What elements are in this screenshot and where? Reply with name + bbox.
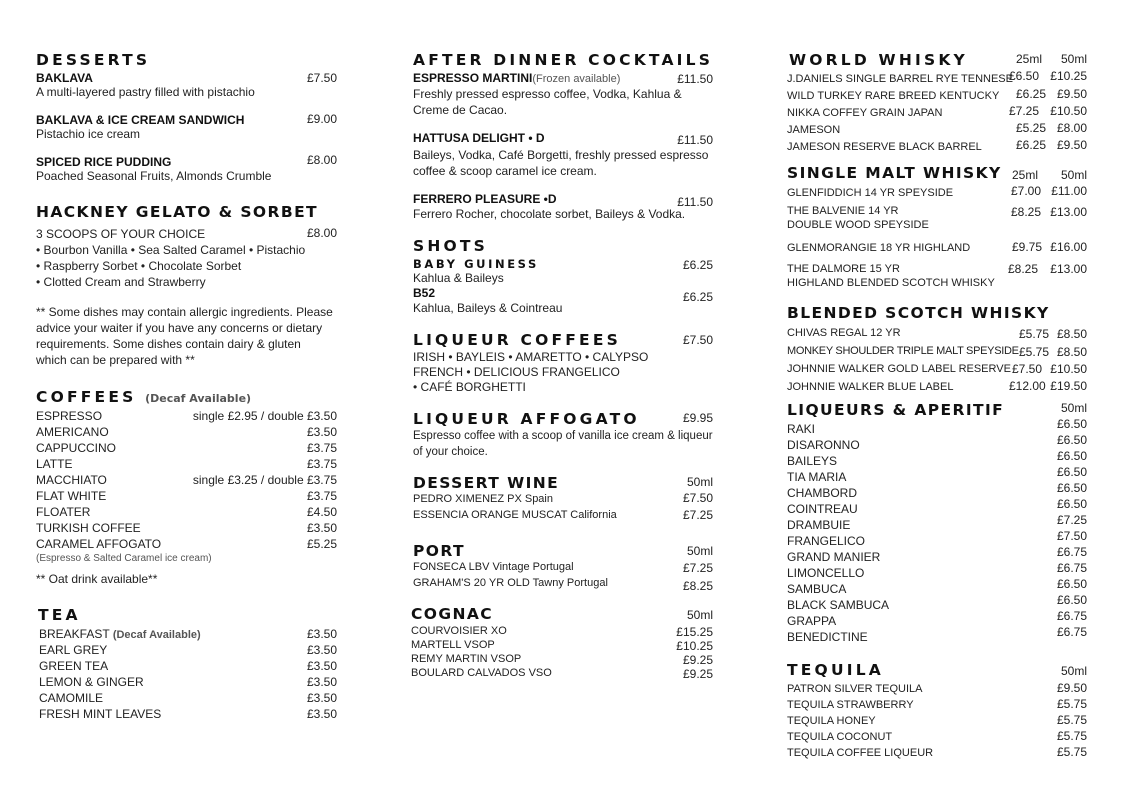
- world-whisky-heading: WORLD WHISKY: [789, 51, 968, 69]
- dessert-desc: Poached Seasonal Fruits, Almonds Crumble: [36, 169, 272, 183]
- blended-price-50: £8.50: [1056, 327, 1087, 341]
- tequila-name: TEQUILA COCONUT: [787, 731, 893, 743]
- single-malt-name-2: DOUBLE WOOD SPEYSIDE: [787, 219, 929, 231]
- cocktail-desc: Baileys, Vodka, Café Borgetti, freshly pressed espresso coffee & scoop caramel ice cream.: [413, 148, 709, 178]
- single-malt-heading: SINGLE MALT WHISKY: [787, 164, 1002, 182]
- shot-desc: Kahlua, Baileys & Cointreau: [413, 301, 563, 315]
- tequila-price: £9.50: [1056, 681, 1087, 695]
- single-malt-price-50: £16.00: [1050, 240, 1087, 254]
- cognac-price: £15.25: [676, 625, 713, 639]
- blended-price-25: £5.75: [1019, 345, 1050, 359]
- port-price: £8.25: [682, 579, 713, 593]
- single-malt-unit: 25ml: [1012, 168, 1039, 182]
- oat-note: ** Oat drink available**: [36, 572, 158, 586]
- dessert-price: £8.00: [306, 153, 337, 167]
- liqueur-name: FRANGELICO: [787, 534, 866, 548]
- tea-name: CAMOMILE: [39, 691, 104, 705]
- liqueur-coffees-line: • CAFÉ BORGHETTI: [413, 380, 526, 394]
- gelato-heading: HACKNEY GELATO & SORBET: [36, 203, 319, 221]
- tequila-price: £5.75: [1056, 729, 1087, 743]
- coffee-price: £3.50: [306, 521, 337, 535]
- single-malt-name: THE DALMORE 15 YR: [787, 263, 900, 275]
- blended-price-50: £8.50: [1056, 345, 1087, 359]
- liqueur-price: £6.50: [1056, 417, 1087, 431]
- liqueur-price: £6.50: [1056, 481, 1087, 495]
- coffee-name: ESPRESSO: [36, 409, 103, 423]
- tequila-price: £5.75: [1056, 745, 1087, 759]
- blended-name: MONKEY SHOULDER TRIPLE MALT SPEYSIDE: [787, 345, 1019, 357]
- gelato-flavour: • Bourbon Vanilla • Sea Salted Caramel • Pistachio: [36, 243, 306, 257]
- coffee-price: £4.50: [306, 505, 337, 519]
- tea-price: £3.50: [306, 707, 337, 721]
- tequila-unit: 50ml: [1060, 664, 1087, 678]
- cognac-price: £9.25: [682, 667, 713, 681]
- cocktail-price: £11.50: [677, 72, 713, 86]
- liqueur-price: £6.50: [1056, 577, 1087, 591]
- world-whisky-name: NIKKA COFFEY GRAIN JAPAN: [787, 107, 943, 119]
- liqueur-name: GRAPPA: [787, 614, 837, 628]
- gelato-price: £8.00: [306, 226, 337, 240]
- single-malt-name: GLENMORANGIE 18 YR HIGHLAND: [787, 242, 971, 254]
- shot-name: BABY GUINESS: [413, 257, 539, 271]
- liqueur-name: BENEDICTINE: [787, 630, 868, 644]
- coffee-price: single £2.95 / double £3.50: [192, 409, 337, 423]
- dessert-wine-price: £7.25: [682, 508, 713, 522]
- tea-heading: TEA: [38, 606, 81, 624]
- dessert-name: BAKLAVA: [36, 71, 93, 85]
- cocktail-price: £11.50: [677, 133, 713, 147]
- coffee-price: £3.50: [306, 425, 337, 439]
- cocktails-heading: AFTER DINNER COCKTAILS: [413, 51, 714, 69]
- blended-price-25: £7.50: [1012, 362, 1043, 376]
- liqueurs-unit: 50ml: [1060, 401, 1087, 415]
- liqueur-price: £6.50: [1056, 433, 1087, 447]
- world-whisky-price-50: £8.00: [1056, 121, 1087, 135]
- tea-price: £3.50: [306, 643, 337, 657]
- dessert-wine-name: PEDRO XIMENEZ PX Spain: [413, 493, 553, 505]
- liqueur-name: BLACK SAMBUCA: [787, 598, 890, 612]
- coffee-name: TURKISH COFFEE: [36, 521, 141, 535]
- coffee-name: CARAMEL AFFOGATO: [36, 537, 162, 551]
- shot-price: £6.25: [682, 290, 713, 304]
- world-whisky-price-50: £9.50: [1056, 138, 1087, 152]
- coffee-price: £3.75: [306, 441, 337, 455]
- tea-name-row: [39, 627, 201, 641]
- liqueur-name: DISARONNO: [787, 438, 860, 452]
- world-whisky-price-50: £10.50: [1050, 104, 1087, 118]
- coffee-price: £3.75: [306, 457, 337, 471]
- tequila-name: TEQUILA HONEY: [787, 715, 876, 727]
- world-whisky-name: JAMESON: [787, 124, 841, 136]
- liqueur-price: £6.50: [1056, 449, 1087, 463]
- affogato-desc: Espresso coffee with a scoop of vanilla ice cream & liqueur of your choice.: [413, 430, 713, 458]
- allergy-note: ** Some dishes may contain allergic ingredients. Please advice your waiter if you have any concerns or dietary requirements. Some dishes contain dairy & gluten which can be prepared with **: [36, 305, 333, 367]
- coffee-name: MACCHIATO: [36, 473, 107, 487]
- world-whisky-price-25: £5.25: [1016, 121, 1047, 135]
- world-whisky-name: J.DANIELS SINGLE BARREL RYE TENNESE: [787, 73, 1013, 85]
- world-whisky-price-25: £7.25: [1009, 104, 1040, 118]
- blended-price-25: £5.75: [1019, 327, 1050, 341]
- single-malt-price-25: £7.00: [1011, 184, 1042, 198]
- tequila-heading: TEQUILA: [787, 661, 884, 679]
- dessert-desc: Pistachio ice cream: [36, 127, 141, 141]
- dessert-wine-price: £7.50: [682, 491, 713, 505]
- coffees-title: COFFEES: [36, 388, 137, 406]
- world-whisky-price-25: £6.50: [1009, 69, 1040, 83]
- dessert-desc: A multi-layered pastry filled with pistachio: [36, 85, 255, 99]
- tea-name: GREEN TEA: [39, 659, 109, 673]
- dessert-name: SPICED RICE PUDDING: [36, 155, 172, 169]
- cognac-price: £10.25: [676, 639, 713, 653]
- tequila-price: £5.75: [1056, 713, 1087, 727]
- blended-heading: BLENDED SCOTCH WHISKY: [787, 304, 1050, 322]
- single-malt-price-50: £13.00: [1050, 205, 1087, 219]
- blended-name: JOHNNIE WALKER GOLD LABEL RESERVE: [787, 363, 1011, 375]
- single-malt-price-25: £8.25: [1011, 205, 1042, 219]
- liqueur-name: BAILEYS: [787, 454, 838, 468]
- dessert-wine-heading: DESSERT WINE: [413, 474, 560, 492]
- port-name: GRAHAM'S 20 YR OLD Tawny Portugal: [413, 577, 608, 589]
- coffee-price: £5.25: [306, 537, 337, 551]
- liqueur-price: £6.75: [1056, 561, 1087, 575]
- dessert-price: £9.00: [306, 112, 337, 126]
- gelato-scoops: 3 SCOOPS OF YOUR CHOICE: [36, 227, 206, 241]
- liqueur-price: £6.50: [1056, 465, 1087, 479]
- tea-price: £3.50: [306, 675, 337, 689]
- liqueur-name: RAKI: [787, 422, 816, 436]
- liqueur-coffees-line: IRISH • BAYLEIS • AMARETTO • CALYPSO: [413, 350, 649, 364]
- single-malt-name: THE BALVENIE 14 YR: [787, 205, 899, 217]
- world-whisky-price-50: £10.25: [1050, 69, 1087, 83]
- desserts-heading: DESSERTS: [36, 51, 151, 69]
- coffees-heading: [36, 388, 251, 406]
- world-whisky-price-50: £9.50: [1056, 87, 1087, 101]
- cocktail-name: FERRERO PLEASURE •D: [413, 192, 557, 206]
- single-malt-price-50: £11.00: [1051, 184, 1087, 198]
- tea-name: EARL GREY: [39, 643, 108, 657]
- cognac-name: MARTELL VSOP: [411, 639, 495, 651]
- port-name: FONSECA LBV Vintage Portugal: [413, 561, 574, 573]
- liqueur-name: SAMBUCA: [787, 582, 847, 596]
- tea-price: £3.50: [306, 659, 337, 673]
- liqueur-name: TIA MARIA: [787, 470, 847, 484]
- coffee-name: AMERICANO: [36, 425, 109, 439]
- shot-price: £6.25: [682, 258, 713, 272]
- cognac-price: £9.25: [682, 653, 713, 667]
- blended-name: CHIVAS REGAL 12 YR: [787, 327, 901, 339]
- world-whisky-unit: 25ml: [1016, 52, 1043, 66]
- liqueur-price: £6.75: [1056, 545, 1087, 559]
- liqueur-name: DRAMBUIE: [787, 518, 851, 532]
- single-malt-price-50: £13.00: [1050, 262, 1087, 276]
- blended-price-25: £12.00: [1009, 379, 1046, 393]
- liqueur-price: £6.75: [1056, 609, 1087, 623]
- dessert-wine-unit: 50ml: [686, 475, 713, 489]
- cognac-name: REMY MARTIN VSOP: [411, 653, 522, 665]
- coffee-name: CAPPUCCINO: [36, 441, 117, 455]
- shot-desc: Kahlua & Baileys: [413, 271, 504, 285]
- world-whisky-unit: 50ml: [1060, 52, 1087, 66]
- liqueur-name: GRAND MANIER: [787, 550, 881, 564]
- coffee-price: single £3.25 / double £3.75: [192, 473, 337, 487]
- dessert-price: £7.50: [306, 71, 337, 85]
- tea-price: £3.50: [306, 691, 337, 705]
- dessert-wine-name: ESSENCIA ORANGE MUSCAT California: [413, 509, 617, 521]
- liqueur-coffees-line: FRENCH • DELICIOUS FRANGELICO: [413, 365, 620, 379]
- dessert-name: BAKLAVA & ICE CREAM SANDWICH: [36, 113, 245, 127]
- cognac-unit: 50ml: [686, 608, 713, 622]
- gelato-flavour: • Clotted Cream and Strawberry: [36, 275, 206, 289]
- liqueur-price: £7.25: [1056, 513, 1087, 527]
- cocktail-note: (Frozen available): [532, 73, 621, 85]
- tequila-name: TEQUILA STRAWBERRY: [787, 699, 914, 711]
- cocktail-desc: Freshly pressed espresso coffee, Vodka, Kahlua & Creme de Cacao.: [413, 87, 682, 117]
- cognac-name: BOULARD CALVADOS VSO: [411, 667, 552, 679]
- single-malt-name: GLENFIDDICH 14 YR SPEYSIDE: [787, 187, 954, 199]
- port-heading: PORT: [413, 542, 465, 560]
- port-price: £7.25: [682, 561, 713, 575]
- gelato-flavour: • Raspberry Sorbet • Chocolate Sorbet: [36, 259, 242, 273]
- tea-name: FRESH MINT LEAVES: [39, 707, 162, 721]
- cocktail-name: ESPRESSO MARTINI: [413, 71, 533, 85]
- liqueur-price: £6.50: [1056, 593, 1087, 607]
- shots-heading: SHOTS: [413, 237, 489, 255]
- cocktail-desc: Ferrero Rocher, chocolate sorbet, Baileys & Vodka.: [413, 207, 686, 221]
- cocktail-name-row: [413, 71, 620, 85]
- world-whisky-name: JAMESON RESERVE BLACK BARREL: [787, 141, 982, 153]
- liqueurs-heading: LIQUEURS & APERITIF: [787, 401, 1005, 419]
- cocktail-price: £11.50: [677, 195, 713, 209]
- port-unit: 50ml: [686, 544, 713, 558]
- liqueur-name: CHAMBORD: [787, 486, 858, 500]
- tea-price: £3.50: [306, 627, 337, 641]
- blended-price-50: £10.50: [1050, 362, 1087, 376]
- single-malt-price-25: £9.75: [1012, 240, 1043, 254]
- coffee-name: FLOATER: [36, 505, 91, 519]
- coffees-decaf-note: (Decaf Available): [145, 392, 252, 405]
- single-malt-name-2: HIGHLAND BLENDED SCOTCH WHISKY: [787, 277, 995, 289]
- cocktail-name: HATTUSA DELIGHT • D: [413, 131, 545, 145]
- liqueur-name: COINTREAU: [787, 502, 858, 516]
- tea-name: BREAKFAST: [39, 627, 110, 641]
- world-whisky-name: WILD TURKEY RARE BREED KENTUCKY: [787, 90, 1000, 102]
- tequila-name: PATRON SILVER TEQUILA: [787, 683, 923, 695]
- tequila-price: £5.75: [1056, 697, 1087, 711]
- tequila-name: TEQUILA COFFEE LIQUEUR: [787, 747, 934, 759]
- liqueur-name: LIMONCELLO: [787, 566, 865, 580]
- coffee-price: £3.75: [306, 489, 337, 503]
- liqueur-coffees-heading: LIQUEUR COFFEES: [413, 331, 621, 349]
- coffee-name: FLAT WHITE: [36, 489, 107, 503]
- affogato-heading: LIQUEUR AFFOGATO: [413, 410, 640, 428]
- liqueur-price: £7.50: [1056, 529, 1087, 543]
- shot-name: B52: [413, 286, 436, 300]
- affogato-note: (Espresso & Salted Caramel ice cream): [36, 553, 212, 564]
- liqueur-price: £6.75: [1056, 625, 1087, 639]
- tea-decaf-note: (Decaf Available): [112, 629, 201, 641]
- blended-name: JOHNNIE WALKER BLUE LABEL: [787, 381, 954, 393]
- affogato-price: £9.95: [682, 411, 713, 425]
- single-malt-price-25: £8.25: [1008, 262, 1039, 276]
- single-malt-unit: 50ml: [1060, 168, 1087, 182]
- cognac-heading: COGNAC: [411, 605, 494, 623]
- world-whisky-price-25: £6.25: [1016, 138, 1047, 152]
- liqueur-coffees-price: £7.50: [682, 333, 713, 347]
- blended-price-50: £19.50: [1050, 379, 1087, 393]
- cognac-name: COURVOISIER XO: [411, 625, 507, 637]
- world-whisky-price-25: £6.25: [1016, 87, 1047, 101]
- tea-name: LEMON & GINGER: [39, 675, 144, 689]
- coffee-name: LATTE: [36, 457, 73, 471]
- liqueur-price: £6.50: [1056, 497, 1087, 511]
